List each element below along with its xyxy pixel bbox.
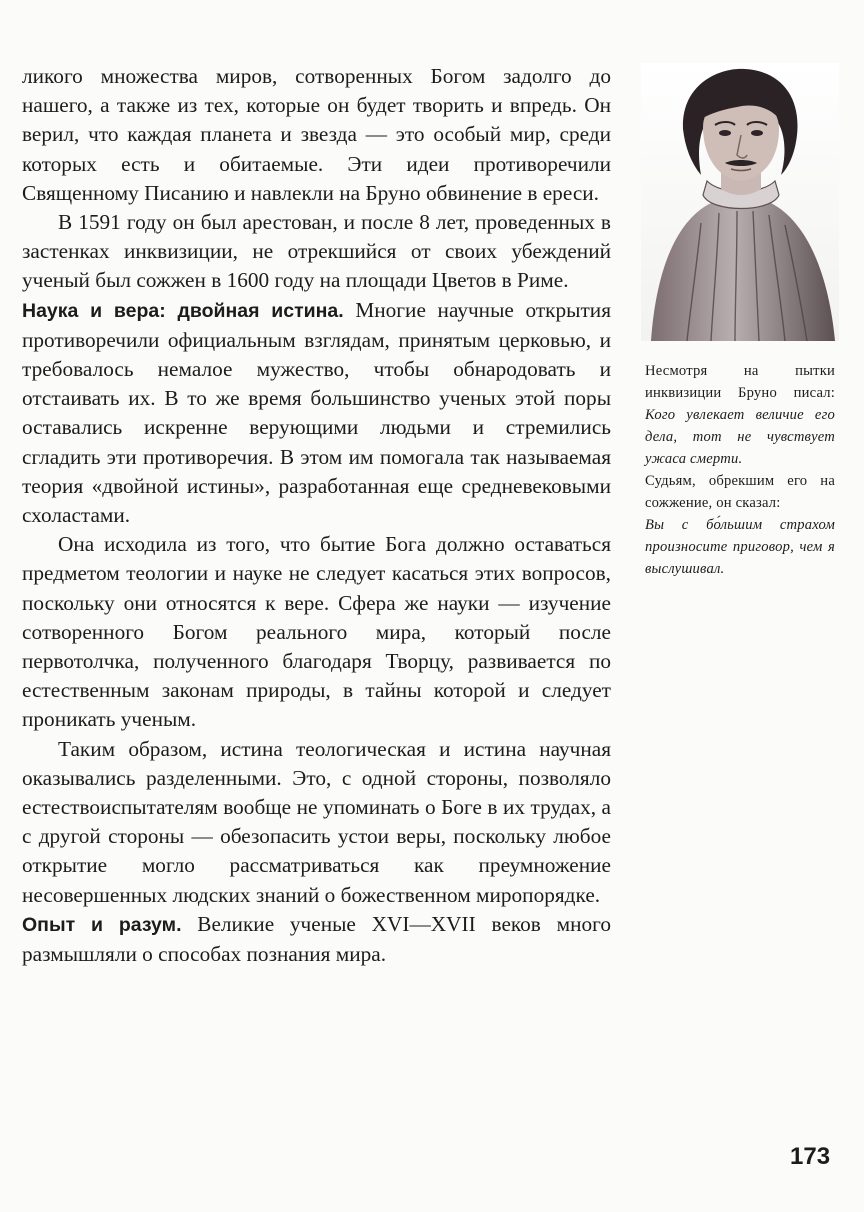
section-heading: Опыт и разум. <box>22 913 182 936</box>
paragraph: ликого множества миров, сотворенных Богом задолго до нашего, а также из тех, которые он будет творить и впредь. Он верил, что каждая планета и звезда — это особый мир, среди которых есть и обитаемые. Эти идеи противоречили Священному Писанию и навлекли на Бруно обвинение в ереси. <box>22 64 611 205</box>
caption-text: Судьям, обрекшим его на сожжение, он сказал: <box>645 473 835 511</box>
paragraph: В 1591 году он был арестован, и после 8 лет, проведенных в застенках инквизиции, не отрекшийся от своих убеждений ученый был сожжен в 1600 году на площади Цветов в Риме. <box>22 210 611 293</box>
paragraph-text: Многие научные открытия противоречили официальным взглядам, принятым церковью, и требовалось немалое мужество, чтобы обнародовать и отстаивать их. В то же время большинство ученых этой поры оставались искренне верующими людьми и стремились сгладить эти противоречия. В этом им помогала так называемая теория «двойной истины», разработанная еще средневековыми схоластами. <box>22 297 611 528</box>
caption-quote: Кого увлекает величие его дела, тот не чувствует ужаса смерти. <box>645 407 835 467</box>
paragraph: Таким образом, истина теологическая и истина научная оказывались разделенными. Это, с одной стороны, позволяло естествоиспытателям вообще не упоминать о Боге в их трудах, а с другой стороны — обезопасить устои веры, поскольку любое открытие могло рассматриваться как преумножение несовершенных людских знаний о божественном миропорядке. <box>22 736 611 907</box>
caption-quote: Вы с бо́льшим страхом произносите приговор, чем я выслушивал. <box>645 517 835 577</box>
page-number: 173 <box>790 1143 831 1170</box>
portrait-caption <box>645 360 835 580</box>
paragraph: Она исходила из того, что бытие Бога должно оставаться предметом теологии и науке не следует касаться этих вопросов, поскольку они относятся к вере. Сфера же науки — изучение сотворенного Богом реального мира, который после первотолчка, полученного благодаря Творцу, развивается по естественным законам природы, в тайны которой и следует проникать ученым. <box>22 532 611 732</box>
paragraph <box>22 296 611 531</box>
caption-intro: Несмотря на пытки инквизиции Бруно писал: <box>645 363 835 401</box>
paragraph-text: Великие ученые XVI—XVII веков много размышляли о способах познания мира. <box>22 911 612 967</box>
bruno-portrait <box>641 63 839 341</box>
main-text <box>22 62 611 969</box>
caption-text <box>645 360 835 470</box>
paragraph <box>22 910 611 969</box>
section-heading: Наука и вера: двойная истина. <box>22 299 344 322</box>
